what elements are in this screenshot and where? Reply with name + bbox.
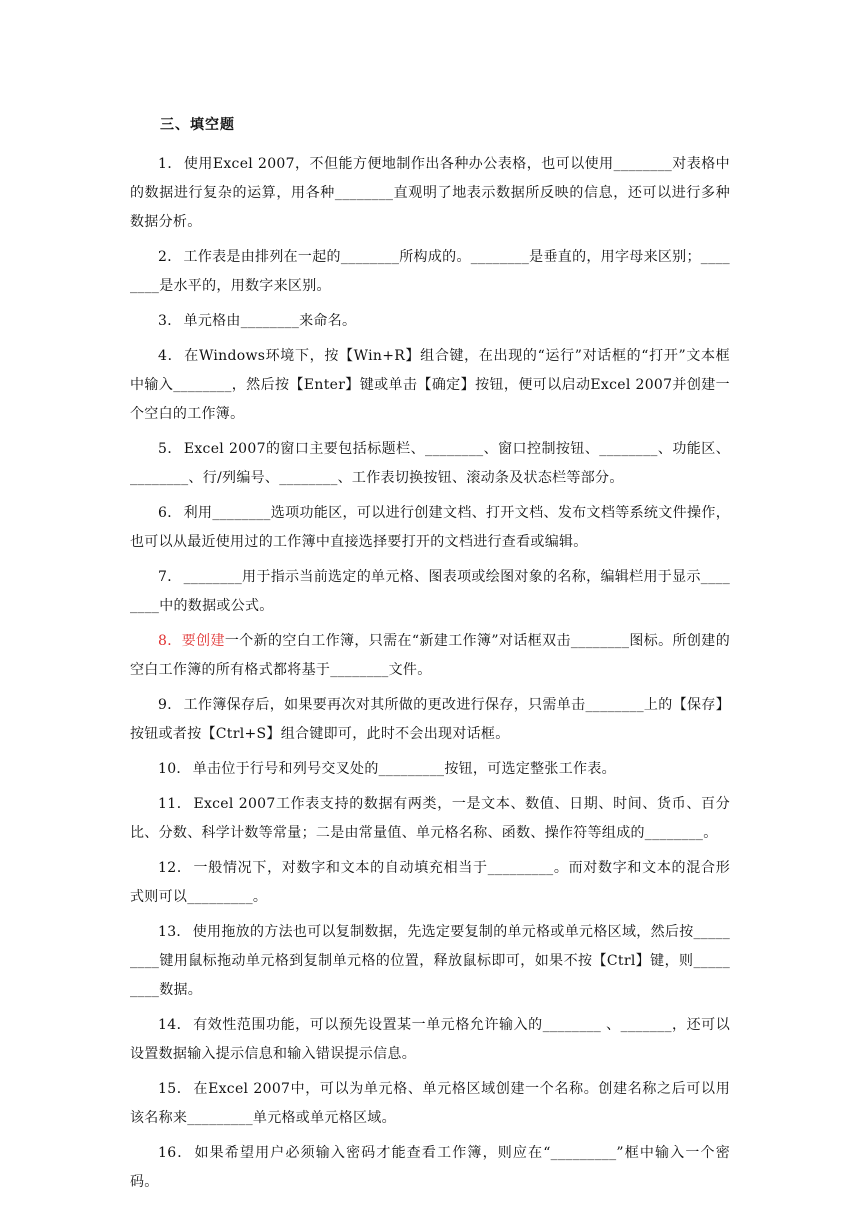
question-7 xyxy=(130,563,730,621)
question-number: 13． xyxy=(158,924,191,940)
question-text: 一般情况下，对数字和文本的自动填充相当于_________。而对数字和文本的混合形式则可以_________。 xyxy=(130,860,730,905)
question-number: 2． xyxy=(158,249,182,265)
question-text: Excel 2007的窗口主要包括标题栏、________、窗口控制按钮、________、功能区、________、行/列编号、________、工作表切换按钮、滚动条及状态栏等部分。 xyxy=(130,441,731,486)
question-number: 14． xyxy=(158,1017,192,1033)
question-2 xyxy=(130,243,730,301)
question-number: 12． xyxy=(158,860,192,876)
question-number: 8． xyxy=(158,633,182,649)
question-13 xyxy=(130,918,730,1005)
question-list xyxy=(130,150,730,1203)
question-number: 1． xyxy=(158,156,182,172)
question-number: 6． xyxy=(158,505,182,521)
question-number: 11． xyxy=(158,796,192,812)
question-9 xyxy=(130,691,730,749)
question-text: 工作表是由排列在一起的________所构成的。________是垂直的，用字母来区别；________是水平的，用数字来区别。 xyxy=(130,249,730,294)
question-3 xyxy=(130,307,730,336)
question-15 xyxy=(130,1075,730,1133)
question-text: 在Excel 2007中，可以为单元格、单元格区域创建一个名称。创建名称之后可以用该名称来_________单元格或单元格区域。 xyxy=(130,1081,730,1126)
question-text: 工作簿保存后，如果要再次对其所做的更改进行保存，只需单击________上的【保存】按钮或者按【Ctrl+S】组合键即可，此时不会出现对话框。 xyxy=(130,697,730,742)
question-text: 在Windows环境下，按【Win+R】组合键，在出现的“运行”对话框的“打开”文本框中输入________，然后按【Enter】键或单击【确定】按钮，便可以启动Excel 2007并创建一个空白的工作簿。 xyxy=(130,348,730,422)
question-6 xyxy=(130,499,730,557)
question-text: 单击位于行号和列号交叉处的_________按钮，可选定整张工作表。 xyxy=(192,761,616,777)
question-text: 有效性范围功能，可以预先设置某一单元格允许输入的________ 、_______，还可以设置数据输入提示信息和输入错误提示信息。 xyxy=(130,1017,731,1062)
question-number: 4． xyxy=(158,348,183,364)
question-text: Excel 2007工作表支持的数据有两类，一是文本、数值、日期、时间、货币、百分比、分数、科学计数等常量；二是由常量值、单元格名称、函数、操作符等组成的________。 xyxy=(130,796,730,841)
question-1 xyxy=(130,150,730,237)
question-11 xyxy=(130,790,730,848)
question-4 xyxy=(130,342,730,429)
question-text: 使用Excel 2007，不但能方便地制作出各种办公表格，也可以使用________对表格中的数据进行复杂的运算，用各种________直观明了地表示数据所反映的信息，还可以进行多种数据分析。 xyxy=(130,156,730,230)
question-text: 一个新的空白工作簿，只需在“新建工作簿”对话框双击________图标。所创建的空白工作簿的所有格式都将基于________文件。 xyxy=(130,633,730,678)
question-text: 使用拖放的方法也可以复制数据，先选定要复制的单元格或单元格区域，然后按_________键用鼠标拖动单元格到复制单元格的位置，释放鼠标即可，如果不按【Ctrl】键，则_________数据。 xyxy=(130,924,730,998)
question-text: 如果希望用户必须输入密码才能查看工作簿，则应在“_________”框中输入一个密码。 xyxy=(130,1145,730,1190)
question-number: 16． xyxy=(158,1145,193,1161)
question-number: 5． xyxy=(158,441,182,457)
question-number: 3． xyxy=(158,313,182,329)
highlighted-text: 要创建 xyxy=(181,633,225,649)
question-text: ________用于指示当前选定的单元格、图表项或绘图对象的名称，编辑栏用于显示________中的数据或公式。 xyxy=(130,569,730,614)
question-number: 7． xyxy=(158,569,182,585)
question-number: 15． xyxy=(158,1081,192,1097)
question-10 xyxy=(130,755,730,784)
question-text: 利用________选项功能区，可以进行创建文档、打开文档、发布文档等系统文件操作，也可以从最近使用过的工作簿中直接选择要打开的文档进行查看或编辑。 xyxy=(130,505,730,550)
question-number: 9． xyxy=(158,697,182,713)
question-16 xyxy=(130,1139,730,1197)
question-12 xyxy=(130,854,730,912)
question-number: 10． xyxy=(158,761,191,777)
question-8 xyxy=(130,627,730,685)
question-14 xyxy=(130,1011,730,1069)
section-title: 三、填空题 xyxy=(160,117,235,133)
question-5 xyxy=(130,435,730,493)
question-text: 单元格由________来命名。 xyxy=(183,313,357,329)
